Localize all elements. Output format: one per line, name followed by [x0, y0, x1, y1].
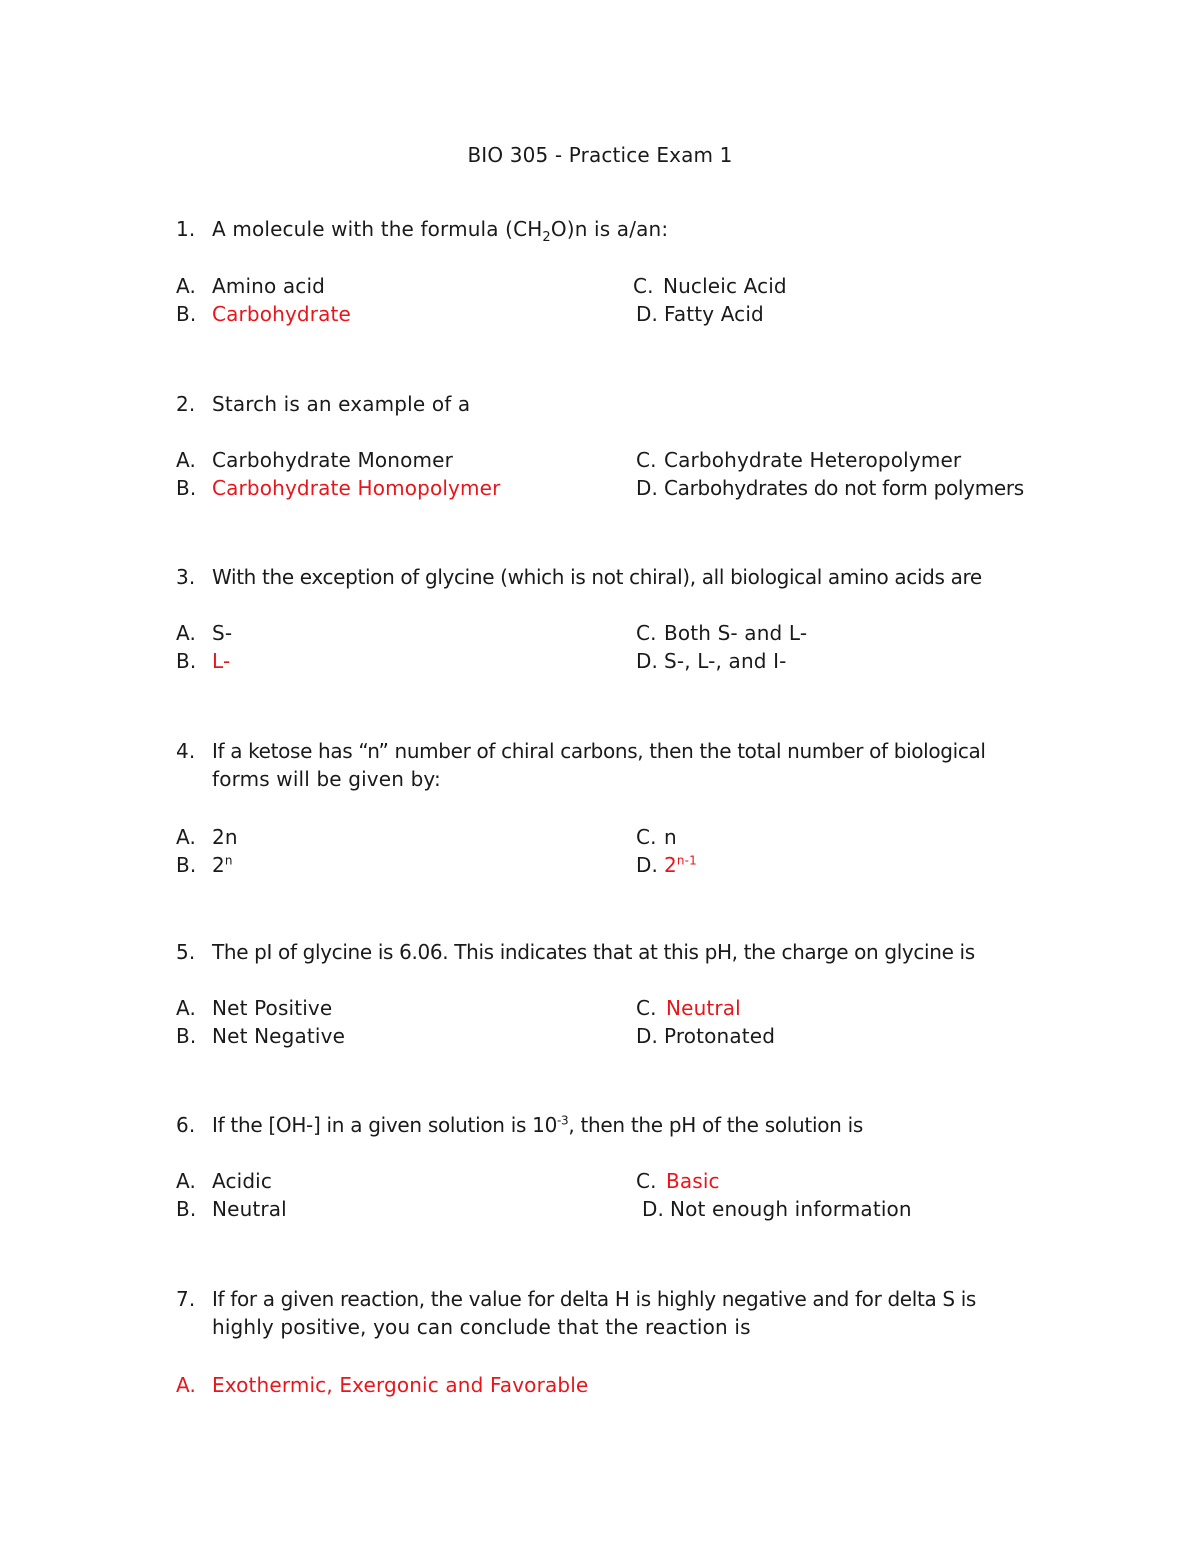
option-text: Nucleic Acid — [663, 274, 787, 298]
option-letter: A. — [176, 1169, 196, 1193]
correct-answer: Basic — [666, 1169, 720, 1193]
option-text: n — [664, 825, 677, 849]
option-text: Amino acid — [212, 274, 325, 298]
question-number: 5. — [176, 940, 196, 964]
question-text-line-1: If a ketose has “n” number of chiral carbons, then the total number of biological — [212, 739, 986, 763]
correct-answer: Carbohydrate Homopolymer — [212, 476, 501, 500]
question-text: Starch is an example of a — [212, 392, 471, 416]
option-text: Net Negative — [212, 1024, 346, 1048]
option-letter: B. — [176, 1197, 197, 1221]
question-text-line-1: If for a given reaction, the value for delta H is highly negative and for delta S is — [212, 1287, 976, 1311]
option-letter: A. — [176, 274, 196, 298]
question-number: 3. — [176, 565, 196, 589]
question-text: If the [OH-] in a given solution is $10^{-3}$, then the pH of the solution is — [212, 1113, 863, 1137]
option-text: Carbohydrate Heteropolymer — [664, 448, 962, 472]
option-letter: D. — [636, 853, 659, 877]
option-text: Not enough information — [670, 1197, 912, 1221]
correct-answer: Exothermic, Exergonic and Favorable — [212, 1373, 589, 1397]
option-letter: A. — [176, 996, 196, 1020]
question-text: With the exception of glycine (which is not chiral), all biological amino acids are — [212, 565, 982, 589]
question-text: The pI of glycine is 6.06. This indicates that at this pH, the charge on glycine is — [212, 940, 975, 964]
correct-answer: L- — [212, 649, 231, 673]
option-letter: A. — [176, 825, 196, 849]
correct-answer: 2$^{n-1}$ — [664, 853, 697, 877]
option-text: Neutral — [212, 1197, 287, 1221]
option-letter: B. — [176, 853, 197, 877]
question-text-line-2: forms will be given by: — [212, 767, 441, 791]
option-letter: A. — [176, 1373, 196, 1397]
question-number: 4. — [176, 739, 196, 763]
option-letter: C. — [636, 1169, 657, 1193]
question-number: 2. — [176, 392, 196, 416]
option-text: Net Positive — [212, 996, 333, 1020]
question-number: 6. — [176, 1113, 196, 1137]
option-text: Fatty Acid — [664, 302, 764, 326]
question-text-line-2: highly positive, you can conclude that the reaction is — [212, 1315, 751, 1339]
option-text: Acidic — [212, 1169, 273, 1193]
option-letter: D. — [636, 649, 659, 673]
option-letter: C. — [633, 274, 654, 298]
option-letter: D. — [636, 476, 659, 500]
option-text: S-, L-, and I- — [664, 649, 787, 673]
option-letter: C. — [636, 996, 657, 1020]
option-text: 2n — [212, 825, 238, 849]
option-letter: A. — [176, 448, 196, 472]
option-letter: C. — [636, 621, 657, 645]
option-text: Carbohydrate Monomer — [212, 448, 453, 472]
option-letter: B. — [176, 476, 197, 500]
option-letter: A. — [176, 621, 196, 645]
option-text: Protonated — [664, 1024, 776, 1048]
page-title: BIO 305 - Practice Exam 1 — [467, 143, 733, 167]
option-letter: B. — [176, 649, 197, 673]
option-letter: D. — [636, 302, 659, 326]
option-letter: B. — [176, 1024, 197, 1048]
correct-answer: Neutral — [666, 996, 741, 1020]
option-text: Both S- and L- — [664, 621, 808, 645]
option-text: 2$^n$ — [212, 853, 233, 877]
option-letter: B. — [176, 302, 197, 326]
option-letter: C. — [636, 448, 657, 472]
correct-answer: Carbohydrate — [212, 302, 352, 326]
option-text: S- — [212, 621, 233, 645]
option-text: Carbohydrates do not form polymers — [664, 476, 1024, 500]
option-letter: D. — [636, 1024, 659, 1048]
option-letter: C. — [636, 825, 657, 849]
question-number: 1. — [176, 217, 196, 241]
question-text: A molecule with the formula $(CH_2O)n$ is a/an: — [212, 217, 669, 245]
question-number: 7. — [176, 1287, 196, 1311]
option-letter: D. — [642, 1197, 665, 1221]
